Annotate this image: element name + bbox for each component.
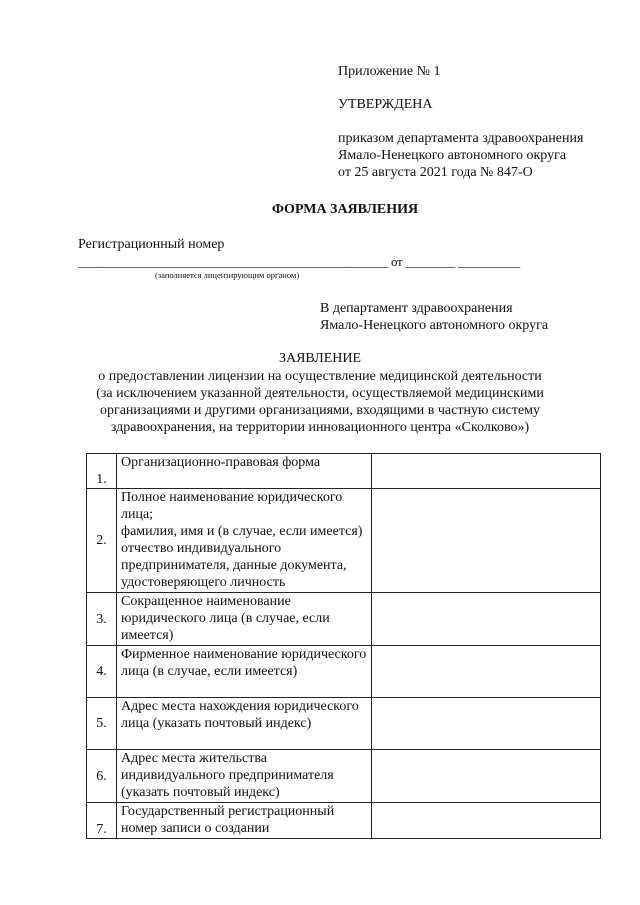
registration-label: Регистрационный номер	[78, 237, 225, 252]
row-label: Полное наименование юридического лица; фамилия, имя и (в случае, если имеется) отчество индивидуального предпринимателя, данные документа, удостоверяющего личность	[117, 489, 372, 593]
row-label: Государственный регистрационный номер записи о создании	[117, 803, 372, 839]
statement-line: здравоохранения, на территории инновационного центра «Сколково»)	[110, 420, 530, 435]
row-value-cell[interactable]	[372, 454, 601, 489]
row-label: Адрес места жительства индивидуального предпринимателя (указать почтовый индекс)	[117, 750, 372, 803]
row-number: 1.	[87, 454, 117, 489]
row-value-cell[interactable]	[372, 489, 601, 593]
row-label: Фирменное наименование юридического лица (в случае, если имеется)	[117, 646, 372, 698]
row-number: 6.	[87, 750, 117, 803]
row-value-cell[interactable]	[372, 750, 601, 803]
statement-line: (за исключением указанной деятельности, осуществляемой медицинскими	[96, 386, 544, 401]
table-row	[87, 593, 601, 646]
row-value-cell[interactable]	[372, 803, 601, 839]
row-value-cell[interactable]	[372, 646, 601, 698]
table-row	[87, 803, 601, 839]
statement-text	[60, 368, 580, 436]
table-row	[87, 646, 601, 698]
table-row	[87, 489, 601, 593]
approval-order-line: Ямало-Ненецкого автономного округа	[338, 148, 567, 163]
statement-line: организациями и другими организациями, входящими в частную систему	[99, 403, 541, 418]
row-number: 5.	[87, 698, 117, 750]
row-value-cell[interactable]	[372, 698, 601, 750]
approval-order	[338, 130, 583, 181]
table-row	[87, 454, 601, 489]
row-label: Организационно-правовая форма	[117, 454, 372, 489]
registration-line[interactable]: __________________________________________________ от ________ __________	[78, 254, 520, 269]
approved-label: УТВЕРЖДЕНА	[338, 97, 433, 112]
table-row	[87, 698, 601, 750]
row-label: Сокращенное наименование юридического лица (в случае, если имеется)	[117, 593, 372, 646]
statement-line: о предоставлении лицензии на осуществление медицинской деятельности	[98, 369, 542, 384]
addressee-line: В департамент здравоохранения	[320, 301, 513, 316]
statement-title: ЗАЯВЛЕНИЕ	[278, 351, 362, 366]
registration-note: (заполняется лицензирующим органом)	[155, 270, 300, 280]
form-title: ФОРМА ЗАЯВЛЕНИЯ	[271, 202, 419, 217]
addressee-line: Ямало-Ненецкого автономного округа	[320, 318, 549, 333]
row-label: Адрес места нахождения юридического лица (указать почтовый индекс)	[117, 698, 372, 750]
row-value-cell[interactable]	[372, 593, 601, 646]
appendix-number: Приложение № 1	[338, 64, 441, 79]
row-number: 4.	[87, 646, 117, 698]
row-number: 7.	[87, 803, 117, 839]
addressee	[320, 300, 548, 334]
application-table	[86, 453, 601, 839]
row-number: 3.	[87, 593, 117, 646]
row-number: 2.	[87, 489, 117, 593]
table-row	[87, 750, 601, 803]
approval-order-line: от 25 августа 2021 года № 847-О	[338, 165, 533, 180]
approval-order-line: приказом департамента здравоохранения	[338, 131, 584, 146]
